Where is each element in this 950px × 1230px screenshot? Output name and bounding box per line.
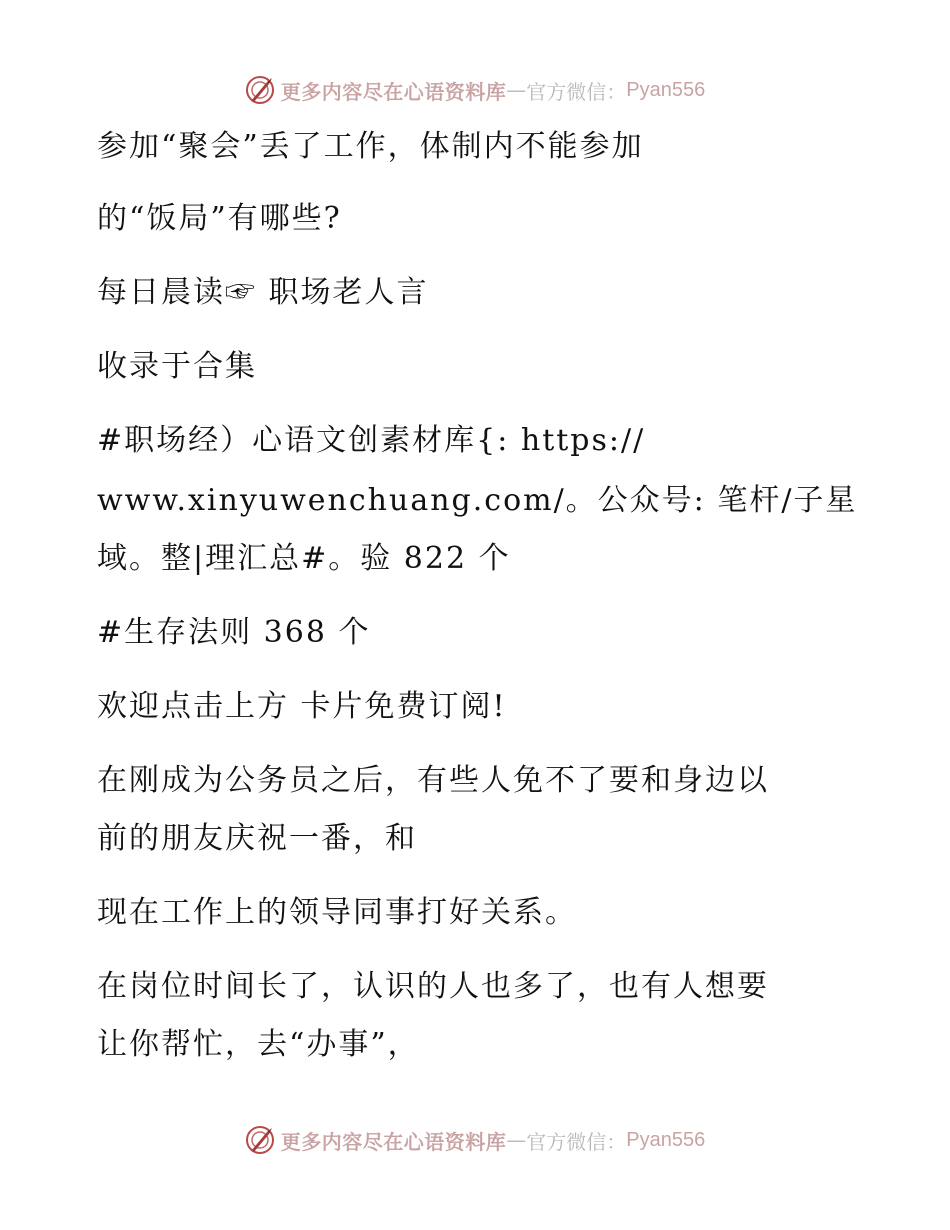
watermark-wechat-id: Pyan556: [626, 1128, 706, 1151]
text-line: #职场经）心语文创素材库{: https://: [97, 423, 646, 458]
text-line: www.xinyuwenchuang.com/。公众号: 笔杆/子星: [97, 483, 858, 518]
text-line: 让你帮忙，去“办事”，: [97, 1027, 420, 1062]
text-line: 欢迎点击上方 卡片免费订阅!: [97, 689, 507, 724]
text-line: 每日晨读☞ 职场老人言: [97, 275, 429, 310]
watermark-separator: —: [506, 78, 527, 102]
text-line: 的“饭局”有哪些?: [97, 201, 342, 236]
text-line: 前的朋友庆祝一番，和: [97, 821, 417, 856]
text-line: 参加“聚会”丢了工作，体制内不能参加: [97, 129, 644, 164]
text-line: 在岗位时间长了，认识的人也多了，也有人想要: [97, 969, 769, 1004]
watermark-wechat-label: 官方微信：: [526, 79, 627, 104]
text-line: 域。整|理汇总#。验 822 个: [97, 541, 511, 576]
footer-watermark: [0, 1120, 950, 1160]
watermark-brand: 更多内容尽在心语资料库: [280, 79, 507, 104]
watermark-brand: 更多内容尽在心语资料库: [280, 1129, 507, 1154]
text-line: 在刚成为公务员之后，有些人免不了要和身边以: [97, 763, 769, 798]
watermark-wechat-label: 官方微信：: [526, 1129, 627, 1154]
text-line: #生存法则 368 个: [97, 615, 371, 650]
text-line: 现在工作上的领导同事打好关系。: [97, 895, 577, 930]
watermark-separator: —: [506, 1128, 527, 1152]
text-line: 收录于合集: [97, 349, 257, 384]
watermark-wechat-id: Pyan556: [626, 78, 706, 101]
quill-logo-icon: [245, 1125, 275, 1155]
